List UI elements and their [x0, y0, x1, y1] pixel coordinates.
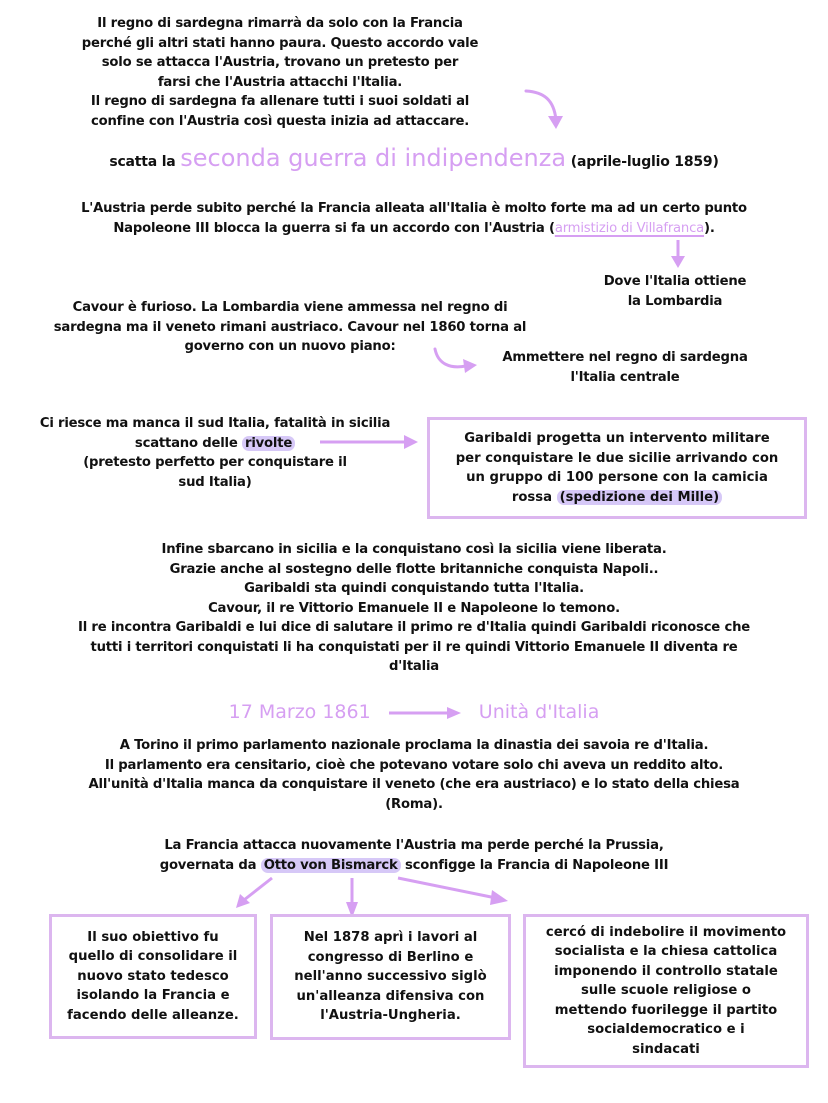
arrow-right-icon: [387, 706, 463, 720]
text: governata da: [159, 857, 257, 873]
armistice-link: armistizio di Villafranca: [554, 220, 705, 236]
box-line: isolando la Francia e: [76, 988, 230, 1004]
box-line: Il suo obiettivo fu: [87, 929, 219, 945]
cavour-line: governo con un nuovo piano:: [184, 339, 396, 354]
sicily-line: Grazie anche al sostegno delle flotte britanniche conquista Napoli..: [169, 561, 659, 577]
parliament-line: Il parlamento era censitario, cioè che potevano votare solo chi aveva un reddito alto.: [104, 757, 724, 773]
box-line: cercó di indebolire il movimento: [545, 924, 787, 940]
box-line: congresso di Berlino e: [307, 949, 474, 965]
parliament-line: (Roma).: [385, 796, 443, 812]
intro-paragraph: [40, 14, 520, 131]
intro-line: Il regno di sardegna fa allenare tutti i suoi soldati al: [90, 94, 470, 109]
sicily-paragraph: [0, 540, 828, 677]
cavour-line: Cavour è furioso. La Lombardia viene ammessa nel regno di: [72, 300, 508, 315]
box-line: imponendo il controllo statale: [554, 963, 778, 979]
box-line: nell'anno successivo siglò: [294, 969, 487, 985]
prussia-line: [0, 856, 828, 876]
box-line: quello di consolidare il: [68, 949, 238, 965]
arrow-down-left-icon: [232, 876, 276, 910]
garibaldi-line: Garibaldi progetta un intervento militare: [464, 431, 770, 446]
arrow-down-icon: [668, 240, 688, 270]
curved-arrow-icon: [522, 86, 572, 132]
intro-line: Il regno di sardegna rimarrà da solo con la Francia: [97, 16, 463, 31]
bismarck-highlight: Otto von Bismarck: [261, 858, 401, 873]
sicily-line: Il re incontra Garibaldi e lui dice di salutare il primo re d'Italia quindi Garibaldi riconosce che: [78, 620, 750, 635]
rivolte-highlight: rivolte: [242, 436, 295, 451]
garibaldi-line: un gruppo di 100 persone con la camicia: [466, 470, 768, 485]
box-line: socialdemocratico e i: [587, 1022, 745, 1038]
sicily-line: Garibaldi sta quindi conquistando tutta l'Italia.: [244, 581, 584, 596]
intro-line: farsi che l'Austria attacchi l'Italia.: [157, 74, 403, 90]
sicily-line: d'Italia: [389, 659, 439, 674]
war-title-suffix: (aprile-luglio 1859): [570, 154, 719, 170]
plan-note-line: Ammettere nel regno di sardegna: [502, 350, 748, 365]
sicily-line: Cavour, il re Vittorio Emanuele II e Napoleone lo temono.: [208, 600, 620, 616]
parliament-line: A Torino il primo parlamento nazionale proclama la dinastia dei savoia re d'Italia.: [119, 738, 709, 753]
sicily-line: tutti i territori conquistati li ha conquistati per il re quindi Vittorio Emanuele II diventa re: [90, 639, 738, 655]
text: sconfigge la Francia di Napoleone III: [404, 857, 669, 873]
parliament-line: All'unità d'Italia manca da conquistare il veneto (che era austriaco) e lo stato della chiesa: [88, 777, 740, 792]
south-paragraph: [10, 414, 420, 492]
box-line: l'Austria-Ungheria.: [320, 1008, 461, 1024]
garibaldi-box: [427, 417, 807, 519]
war-title-highlight: seconda guerra di indipendenza: [180, 144, 567, 172]
bismarck-kulturkampf-box: [523, 914, 809, 1068]
cavour-line: sardegna ma il veneto rimani austriaco. Cavour nel 1860 torna al: [53, 319, 527, 335]
intro-line: confine con l'Austria così questa inizia ad attaccare.: [90, 113, 470, 129]
box-line: facendo delle alleanze.: [67, 1007, 239, 1023]
garibaldi-line: per conquistare le due sicilie arrivando con: [455, 450, 779, 466]
plan-note-line: l'Italia centrale: [570, 369, 680, 385]
war-title: [0, 140, 828, 180]
arrow-down-right-icon: [396, 876, 512, 906]
box-line: mettendo fuorilegge il partito: [554, 1002, 778, 1018]
bismarck-berlin-box: [270, 914, 511, 1040]
box-line: sulle scuole religiose o: [581, 983, 751, 999]
unity-date: 17 Marzo 1861: [228, 701, 371, 723]
bismarck-goal-box: [49, 914, 257, 1039]
parliament-paragraph: [0, 736, 828, 814]
text: ).: [704, 220, 715, 236]
box-line: Nel 1878 aprì i lavori al: [303, 930, 478, 946]
war-title-prefix: scatta la: [109, 154, 176, 170]
curved-arrow-icon: [432, 346, 480, 376]
prussia-line: La Francia attacca nuovamente l'Austria ma perde perché la Prussia,: [164, 838, 664, 853]
text: scattano delle: [134, 435, 238, 451]
text: Napoleone III blocca la guerra si fa un accordo con l'Austria (: [113, 220, 555, 236]
garibaldi-line: [456, 488, 779, 508]
lombardia-note-line: la Lombardia: [627, 293, 723, 309]
box-line: socialista e la chiesa cattolica: [554, 944, 778, 960]
spedizione-highlight: (spedizione dei Mille): [557, 490, 723, 505]
box-line: un'alleanza difensiva con: [296, 988, 485, 1004]
box-line: sindacati: [632, 1041, 700, 1057]
unity-label: Unità d'Italia: [478, 701, 600, 723]
sicily-line: Infine sbarcano in sicilia e la conquistano così la sicilia viene liberata.: [161, 542, 667, 557]
south-line: Ci riesce ma manca il sud Italia, fatalità in sicilia: [39, 416, 391, 431]
plan-note: [475, 348, 775, 387]
intro-line: perché gli altri stati hanno paura. Questo accordo vale: [81, 35, 479, 51]
unity-heading: [0, 697, 828, 727]
text: rossa: [511, 489, 552, 505]
lombardia-note: [560, 272, 790, 311]
austria-loses-line: L'Austria perde subito perché la Francia alleata all'Italia è molto forte ma ad un certo punto: [81, 201, 747, 216]
south-line: (pretesto perfetto per conquistare il: [83, 455, 347, 470]
box-line: nuovo stato tedesco: [77, 968, 229, 984]
austria-loses-paragraph: [0, 199, 828, 238]
south-line: sud Italia): [178, 474, 252, 490]
lombardia-note-line: Dove l'Italia ottiene: [603, 274, 747, 289]
prussia-paragraph: [0, 836, 828, 875]
arrow-right-icon: [320, 434, 420, 450]
austria-loses-line: [0, 219, 828, 239]
intro-line: solo se attacca l'Austria, trovano un pretesto per: [101, 55, 459, 70]
